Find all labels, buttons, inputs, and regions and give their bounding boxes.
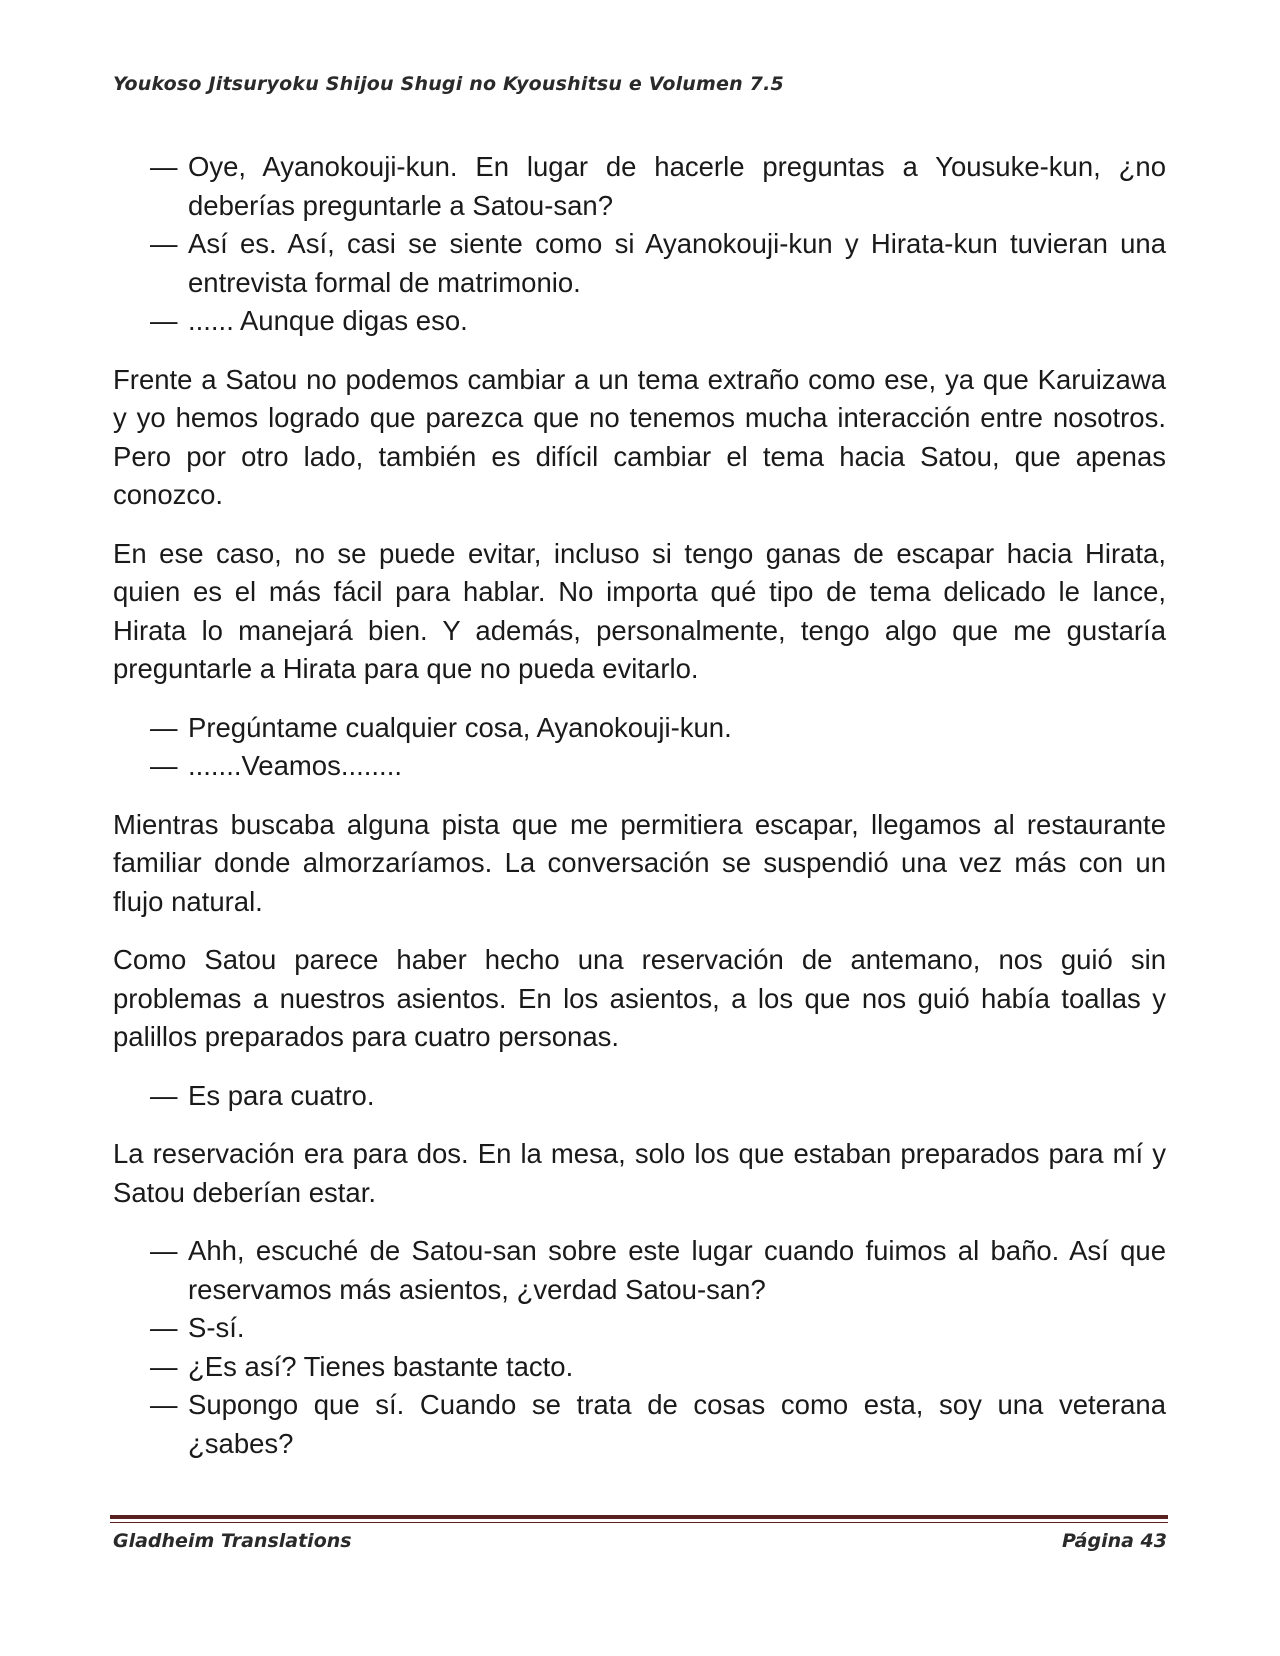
dialog-dash: — (150, 305, 178, 336)
dialog-line (113, 1232, 1166, 1309)
dialog-line (113, 1309, 1166, 1348)
dialog-line (113, 709, 1166, 748)
dialog-line (113, 225, 1166, 302)
dialog-line (113, 148, 1166, 225)
dialog-text: Oye, Ayanokouji-kun. En lugar de hacerle preguntas a Yousuke-kun, ¿no deberías preguntarle a Satou-san? (188, 151, 1166, 221)
dialog-dash: — (150, 151, 178, 182)
dialog-block (113, 1077, 1166, 1116)
narration-paragraph: Mientras buscaba alguna pista que me permitiera escapar, llegamos al restaurante familiar donde almorzaríamos. La conversación se suspendió una vez más con un flujo natural. (113, 808, 1166, 917)
page-body (113, 148, 1166, 1483)
dialog-text: Es para cuatro. (188, 1079, 375, 1111)
dialog-line (113, 302, 1166, 341)
footer-publisher: Gladheim Translations (113, 1530, 352, 1552)
footer-divider-thin (110, 1522, 1168, 1523)
dialog-text: Pregúntame cualquier cosa, Ayanokouji-kun. (188, 711, 732, 743)
dialog-dash: — (150, 1350, 178, 1382)
dialog-text: Ahh, escuché de Satou-san sobre este lugar cuando fuimos al baño. Así que reservamos más asientos, ¿verdad Satou-san? (188, 1235, 1166, 1305)
dialog-dash: — (150, 711, 178, 743)
narration-paragraph: En ese caso, no se puede evitar, incluso si tengo ganas de escapar hacia Hirata, quien es el más fácil para hablar. No importa qué tipo de tema delicado le lance, Hirata lo manejará bien. Y además, personalmente, tengo algo que me gustaría preguntarle a Hirata para que no pueda evitarlo. (113, 537, 1166, 684)
dialog-block (113, 148, 1166, 341)
dialog-text: ...... Aunque digas eso. (188, 305, 468, 336)
footer-page-number: Página 43 (1061, 1530, 1167, 1552)
dialog-text: Supongo que sí. Cuando se trata de cosas como esta, soy una veterana ¿sabes? (188, 1389, 1166, 1459)
dialog-block (113, 709, 1166, 786)
dialog-line (113, 747, 1166, 786)
dialog-dash: — (150, 228, 178, 259)
running-header-title: Youkoso Jitsuryoku Shijou Shugi no Kyoushitsu e Volumen 7.5 (113, 73, 784, 95)
dialog-dash: — (150, 1235, 178, 1266)
dialog-dash: — (150, 750, 178, 781)
dialog-line (113, 1386, 1166, 1463)
dialog-dash: — (150, 1079, 178, 1111)
dialog-text: S-sí. (188, 1312, 245, 1343)
dialog-line (113, 1077, 1166, 1116)
narration-paragraph: Como Satou parece haber hecho una reservación de antemano, nos guió sin problemas a nuestros asientos. En los asientos, a los que nos guió había toallas y palillos preparados para cuatro personas. (113, 944, 1166, 1052)
dialog-dash: — (150, 1389, 178, 1420)
footer-divider (110, 1515, 1168, 1519)
dialog-line (113, 1348, 1166, 1387)
narration-paragraph: Frente a Satou no podemos cambiar a un tema extraño como ese, ya que Karuizawa y yo hemos logrado que parezca que no tenemos mucha interacción entre nosotros. Pero por otro lado, también es difícil cambiar el tema hacia Satou, que apenas conozco. (113, 363, 1166, 510)
dialog-text: .......Veamos........ (188, 750, 402, 781)
dialog-block (113, 1232, 1166, 1463)
narration-paragraph: La reservación era para dos. En la mesa, solo los que estaban preparados para mí y Satou deberían estar. (113, 1138, 1166, 1208)
dialog-text: Así es. Así, casi se siente como si Ayanokouji-kun y Hirata-kun tuvieran una entrevista formal de matrimonio. (188, 228, 1166, 298)
dialog-text: ¿Es así? Tienes bastante tacto. (188, 1350, 574, 1382)
dialog-dash: — (150, 1312, 178, 1343)
